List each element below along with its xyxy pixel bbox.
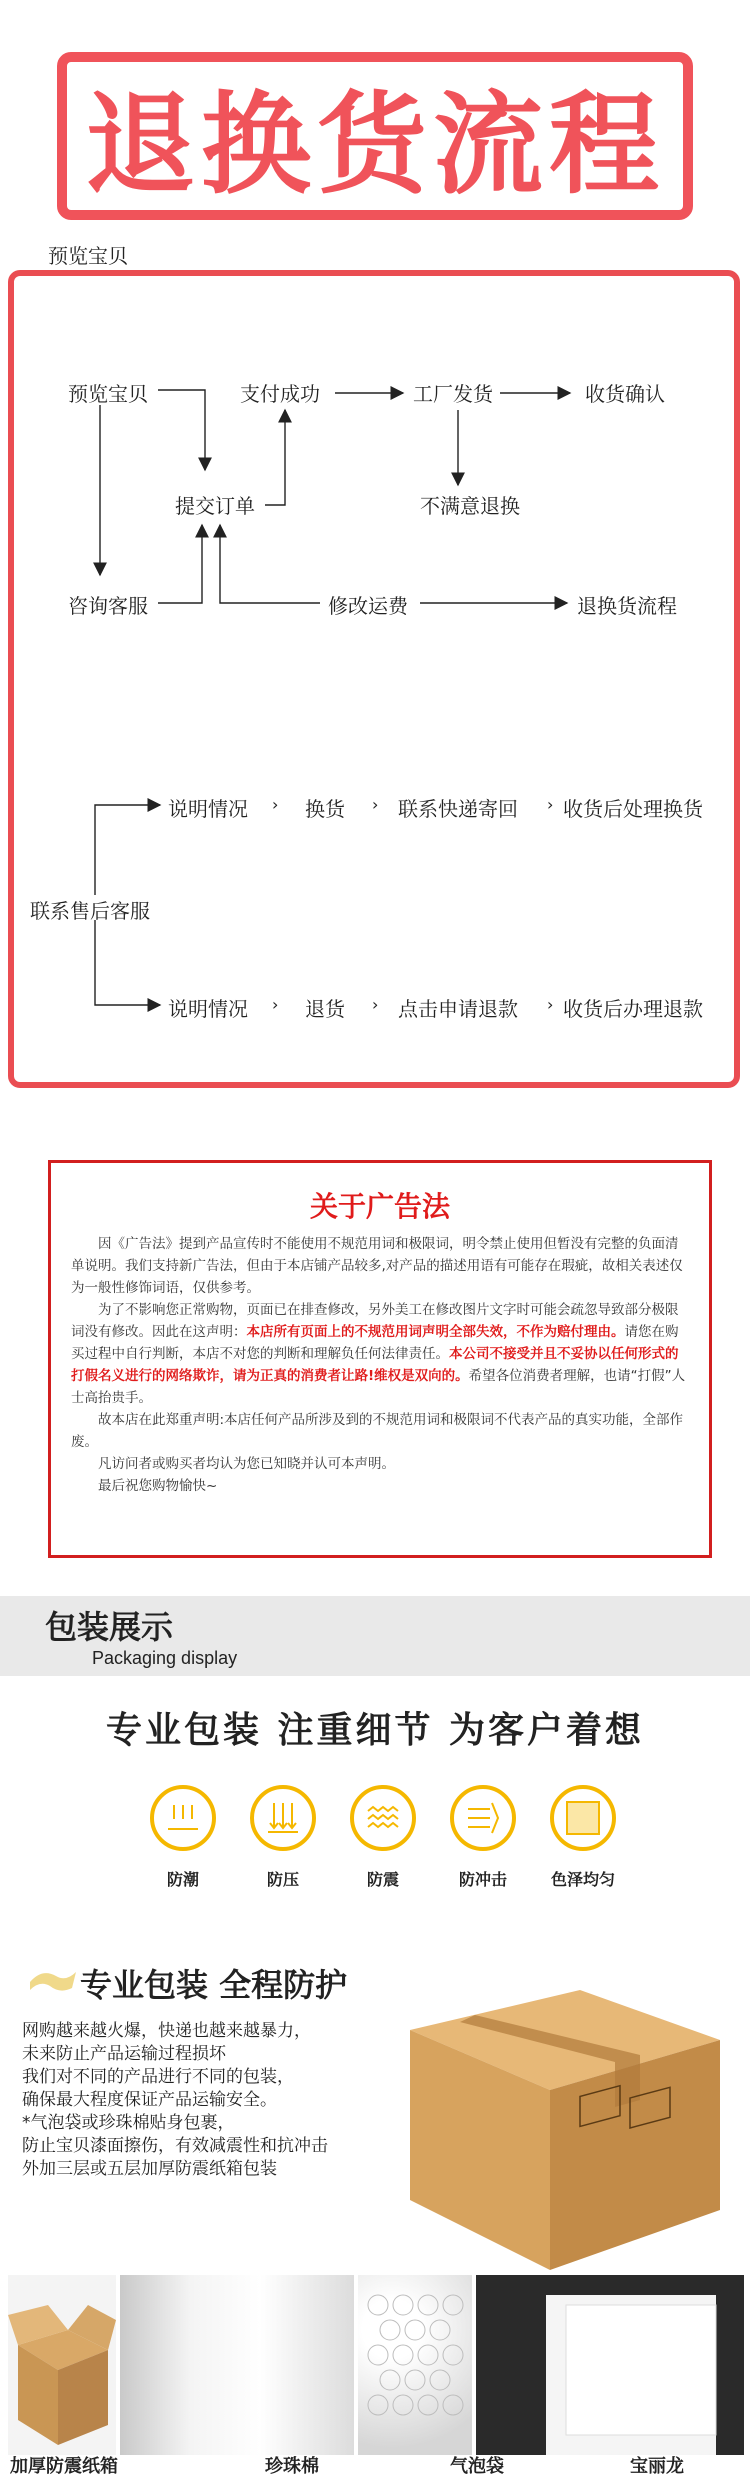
flow-modify-freight-label: 修改运费	[328, 594, 408, 618]
pressure-proof-icon	[250, 1785, 316, 1851]
ad-law-notice	[48, 1160, 712, 1558]
pro-text-line: 未来防止产品运输过程损坏	[22, 2044, 226, 2064]
bubble-bag-image	[358, 2275, 472, 2455]
feature-label-2: 防压	[266, 1870, 299, 1889]
flow-ship-label: 工厂发货	[413, 382, 493, 406]
packaging-subtitle: Packaging display	[92, 1648, 238, 1668]
page-title: 退换货流程	[85, 81, 665, 209]
even-color-icon	[550, 1785, 616, 1851]
svg-text:›: ›	[272, 995, 279, 1014]
polystyrene-image	[476, 2275, 744, 2455]
flow-preview-label: 预览宝贝	[68, 382, 148, 406]
pro-packaging-text	[22, 2020, 372, 2181]
feature-label-4: 防冲击	[458, 1870, 507, 1889]
moisture-proof-icon	[150, 1785, 216, 1851]
material-thumbnails	[0, 2275, 750, 2455]
ad-law-p2-red2: 本公司不接受并且不妥协以任何形式的打假名义进行的网络欺诈，请为正真的消费者让路!维权是双向的。	[71, 1346, 679, 1384]
carton-image	[8, 2275, 116, 2455]
material-label-carton: 加厚防震纸箱	[10, 2456, 118, 2477]
exchange-step-2: 换货	[305, 797, 345, 821]
feature-label-1: 防潮	[166, 1870, 199, 1889]
flow-submit-label: 提交订单	[175, 494, 255, 518]
flow-contact-service-label: 联系售后客服	[30, 899, 150, 923]
packaging-slogan: 专业包装 注重细节 为客户着想	[105, 1710, 645, 1751]
ad-law-p2a: 为了不影响您正常购物，页面已在排查修改，另外美工在修改图片文字时可能会疏忽导致部分极限词没有修改。因此在这声明：	[71, 1302, 679, 1340]
exchange-step-1: 说明情况	[168, 797, 248, 821]
ribbon-icon	[28, 1962, 78, 1996]
ad-law-title: 关于广告法	[309, 1190, 450, 1223]
feature-label-5: 色泽均匀	[550, 1870, 615, 1889]
flow-return-flow-label: 退换货流程	[577, 594, 677, 618]
material-label-pearl-cotton: 珍珠棉	[265, 2456, 319, 2477]
refund-step-1: 说明情况	[168, 997, 248, 1021]
shock-proof-icon	[350, 1785, 416, 1851]
flow-pay-label: 支付成功	[240, 382, 320, 406]
ad-law-p2-red: 本店所有页面上的不规范用词声明全部失效，不作为赔付理由。	[246, 1324, 625, 1340]
ad-law-p1: 因《广告法》提到产品宣传时不能使用不规范用词和极限词，明令禁止使用但暂没有完整的负面清单说明。我们支持新广告法，但由于本店铺产品较多,对产品的描述用语有可能存在瑕疵，故相关表述仅为一般性修饰词语，仅供参考。	[71, 1236, 683, 1296]
flow-preview: 预览宝贝	[48, 244, 128, 268]
pro-text-line: 网购越来越火爆，快递也越来越暴力，	[22, 2021, 311, 2041]
refund-step-3: 点击申请退款	[398, 997, 518, 1021]
exchange-step-4: 收货后处理换货	[563, 797, 703, 821]
packaging-title: 包装展示	[45, 1608, 174, 1646]
pro-text-line: 外加三层或五层加厚防震纸箱包装	[22, 2159, 277, 2179]
impact-proof-icon	[450, 1785, 516, 1851]
pro-packaging-title: 专业包装 全程防护	[80, 1966, 348, 2004]
material-label-bubble-bag: 气泡袋	[450, 2456, 504, 2477]
refund-step-2: 退货	[305, 997, 345, 1021]
svg-text:›: ›	[547, 795, 554, 814]
pro-text-line: 防止宝贝漆面擦伤，有效减震性和抗冲击	[22, 2136, 328, 2156]
exchange-step-3: 联系快递寄回	[398, 797, 518, 821]
svg-text:›: ›	[372, 795, 379, 814]
material-label-polystyrene: 宝丽龙	[630, 2456, 684, 2477]
refund-step-4: 收货后办理退款	[563, 997, 703, 1021]
cardboard-box-image	[380, 1950, 740, 2280]
svg-text:›: ›	[372, 995, 379, 1014]
flow-consult-label: 咨询客服	[68, 594, 148, 618]
feature-label-3: 防震	[366, 1870, 399, 1889]
feature-icons	[150, 1785, 620, 1895]
ad-law-p3: 故本店在此郑重声明:本店任何产品所涉及到的不规范用词和极限词不代表产品的真实功能，全部作废。	[71, 1412, 684, 1450]
pearl-cotton-image	[120, 2275, 354, 2455]
pro-text-line: 确保最大程度保证产品运输安全。	[22, 2090, 277, 2110]
svg-text:›: ›	[547, 995, 554, 1014]
pro-text-line: 我们对不同的产品进行不同的包装，	[22, 2067, 294, 2087]
ad-law-p5: 最后祝您购物愉快~	[98, 1478, 218, 1494]
flow-diagram	[0, 0, 750, 1100]
pro-text-line: *气泡袋或珍珠棉贴身包裹，	[22, 2113, 235, 2133]
ad-law-p2c: 希望各位消费者理解，也请“打假”人士高抬贵手。	[71, 1368, 686, 1406]
ad-law-p2b: 请您在购买过程中自行判断，本店不对您的判断和理解负任何法律责任。	[71, 1324, 679, 1362]
flow-receive-label: 收货确认	[585, 382, 665, 406]
flow-unsatisfied-label: 不满意退换	[420, 494, 520, 518]
ad-law-body	[71, 1233, 689, 1497]
ad-law-p4: 凡访问者或购买者均认为您已知晓并认可本声明。	[98, 1456, 395, 1472]
svg-text:›: ›	[272, 795, 279, 814]
packaging-header	[0, 1596, 750, 1676]
ad-law-p2	[71, 1299, 689, 1409]
